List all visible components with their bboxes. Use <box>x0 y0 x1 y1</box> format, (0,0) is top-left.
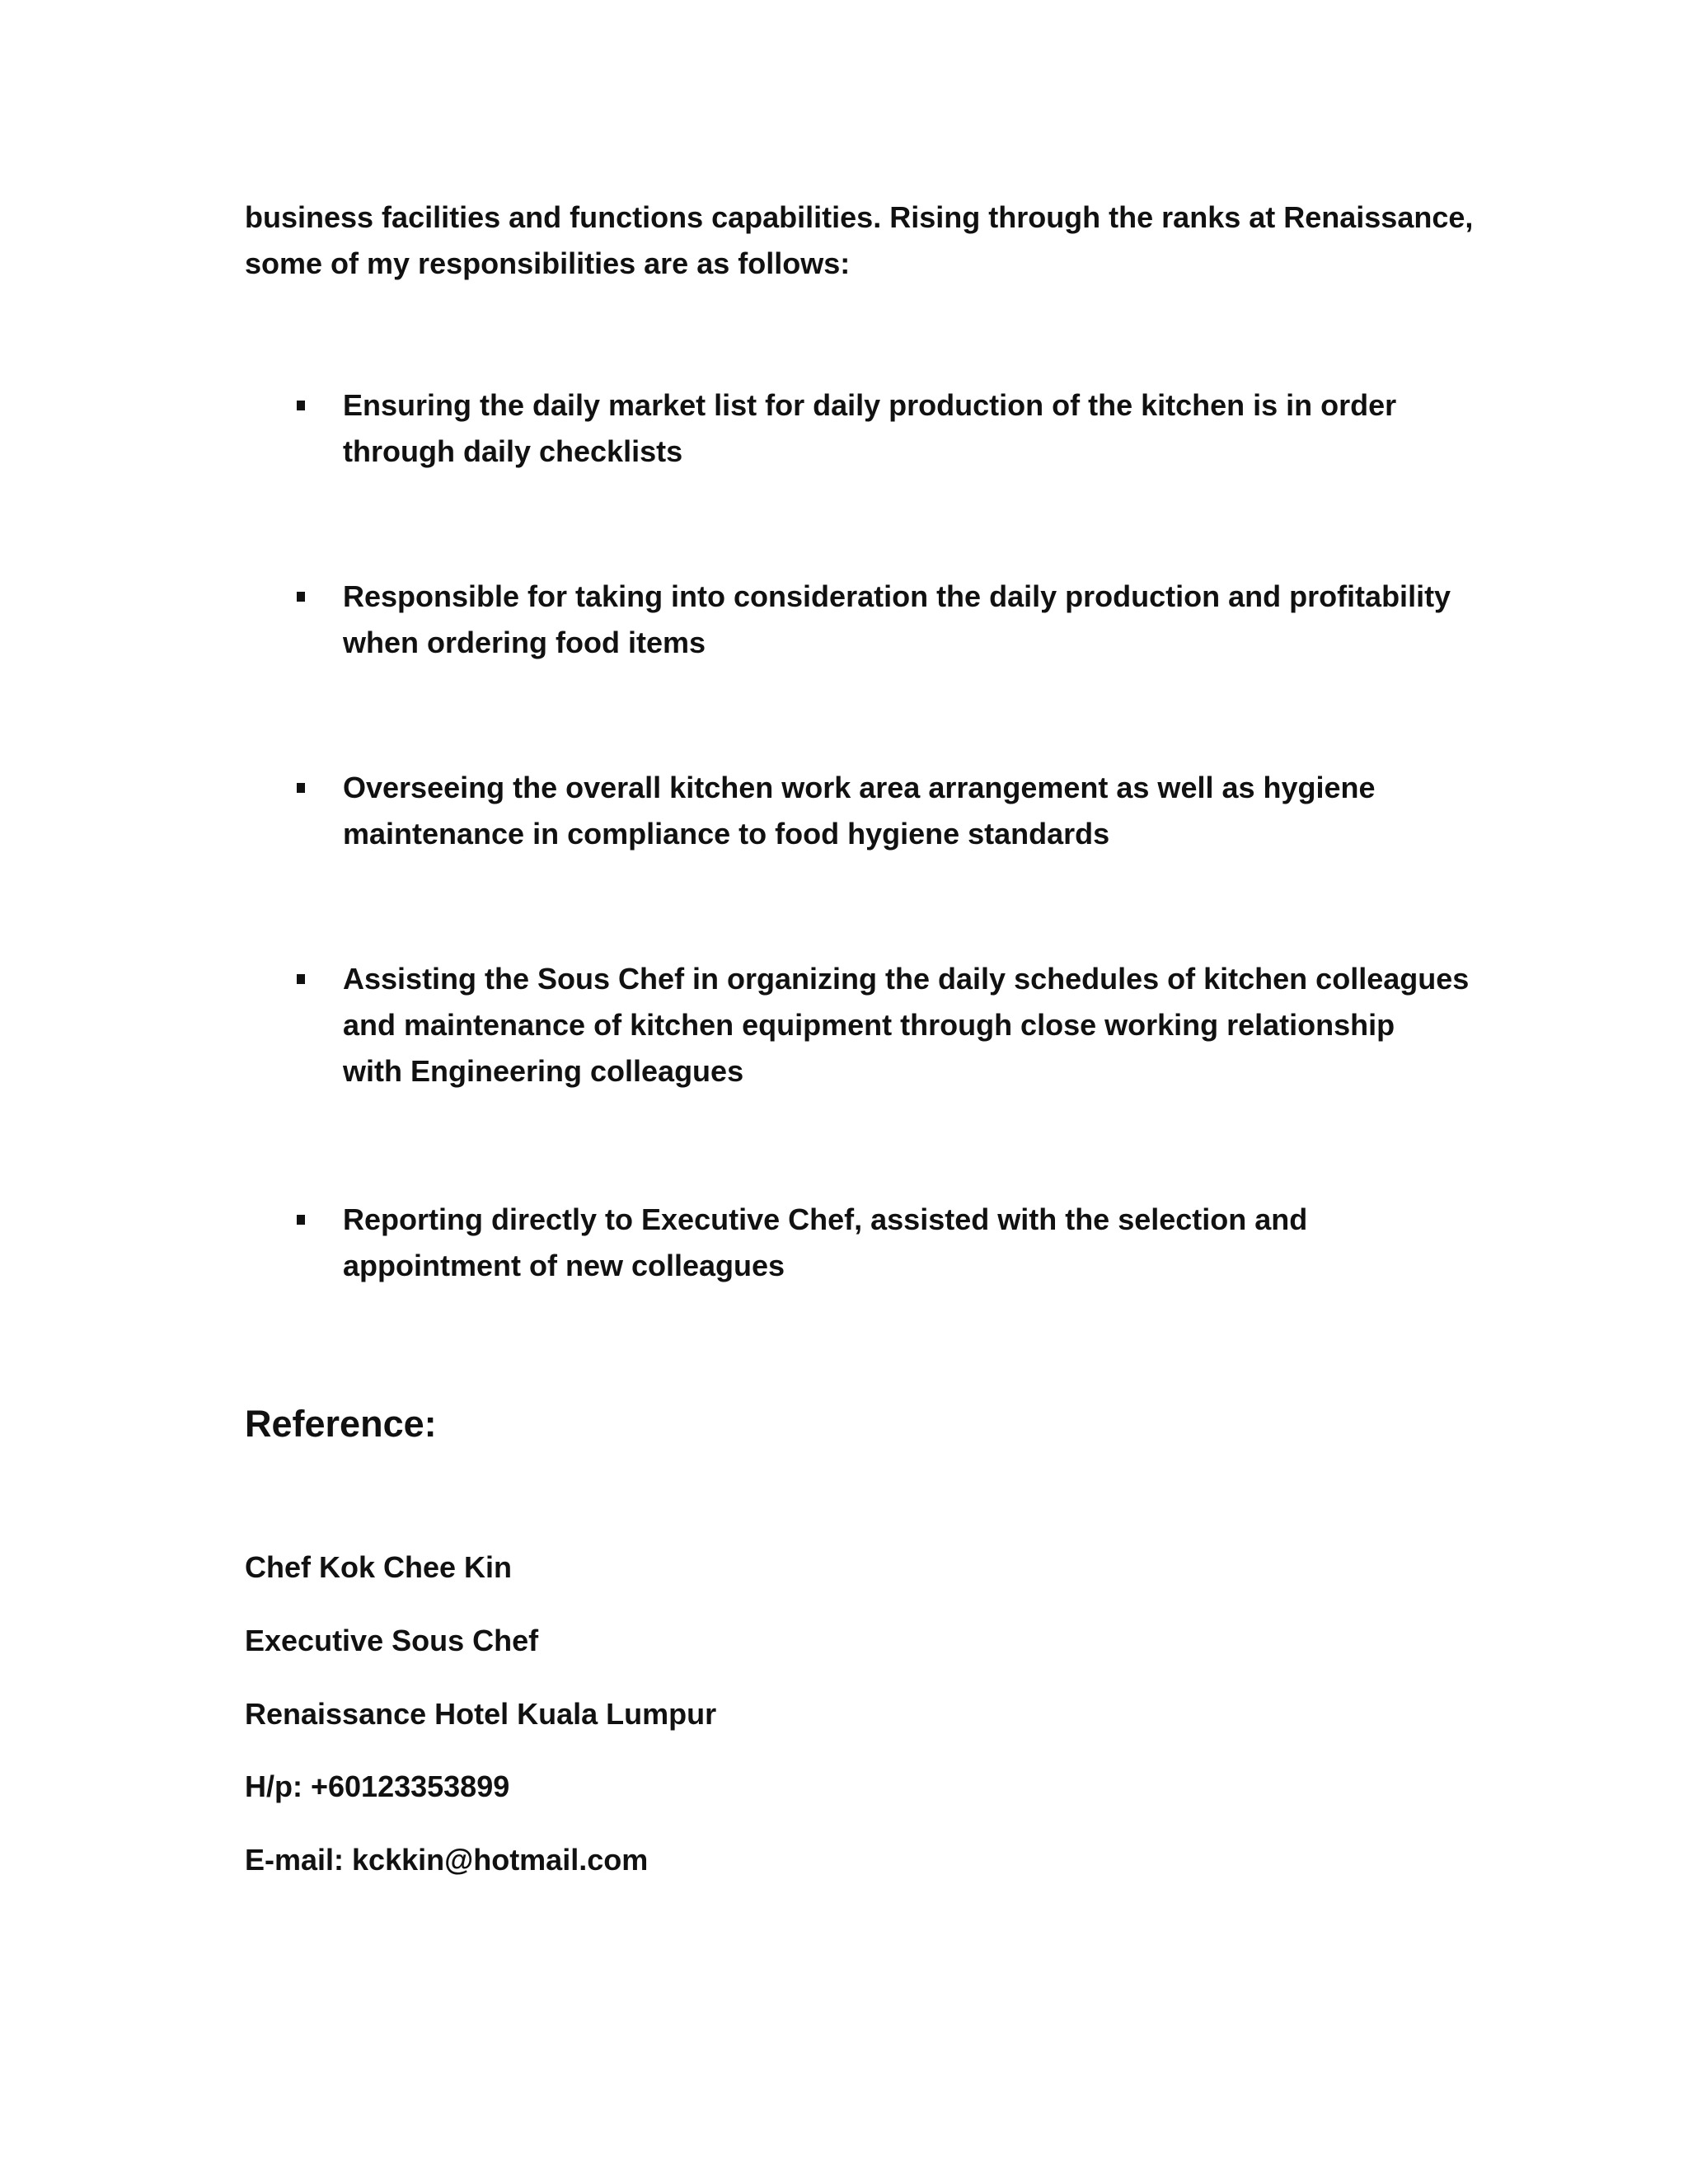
responsibility-item <box>245 765 1498 857</box>
responsibility-line: Ensuring the daily market list for daily production of the kitchen is in order <box>343 388 1397 422</box>
reference-title: Executive Sous Chef <box>245 1624 539 1657</box>
square-bullet-icon <box>297 592 305 602</box>
reference-email: E-mail: kckkin@hotmail.com <box>245 1843 649 1877</box>
responsibility-line: with Engineering colleagues <box>343 1054 744 1088</box>
square-bullet-icon <box>297 1215 305 1225</box>
responsibility-line: appointment of new colleagues <box>343 1249 785 1282</box>
responsibility-item <box>245 382 1498 475</box>
reference-company: Renaissance Hotel Kuala Lumpur <box>245 1697 717 1731</box>
reference-heading: Reference: <box>245 1403 437 1445</box>
responsibility-line: Reporting directly to Executive Chef, assisted with the selection and <box>343 1202 1308 1236</box>
responsibility-item <box>245 1197 1498 1289</box>
responsibility-line: maintenance in compliance to food hygiene standards <box>343 817 1110 851</box>
responsibility-line: Assisting the Sous Chef in organizing the daily schedules of kitchen colleagues <box>343 962 1470 996</box>
reference-phone: H/p: +60123353899 <box>245 1769 510 1803</box>
reference-name: Chef Kok Chee Kin <box>245 1550 513 1584</box>
intro-paragraph <box>245 194 1498 287</box>
responsibilities-list <box>245 382 1498 1388</box>
responsibility-item <box>245 574 1498 666</box>
responsibility-line: Responsible for taking into consideration the daily production and profitability <box>343 579 1451 613</box>
responsibility-line: when ordering food items <box>343 626 706 659</box>
responsibility-item <box>245 956 1498 1094</box>
square-bullet-icon <box>297 401 305 410</box>
responsibility-line: and maintenance of kitchen equipment through close working relationship <box>343 1008 1395 1042</box>
intro-line-1: business facilities and functions capabilities. Rising through the ranks at Renaissance, <box>245 200 1474 234</box>
square-bullet-icon <box>297 783 305 793</box>
responsibility-line: Overseeing the overall kitchen work area arrangement as well as hygiene <box>343 771 1376 804</box>
square-bullet-icon <box>297 974 305 984</box>
responsibility-line: through daily checklists <box>343 434 683 468</box>
intro-line-2: some of my responsibilities are as follows: <box>245 246 851 280</box>
